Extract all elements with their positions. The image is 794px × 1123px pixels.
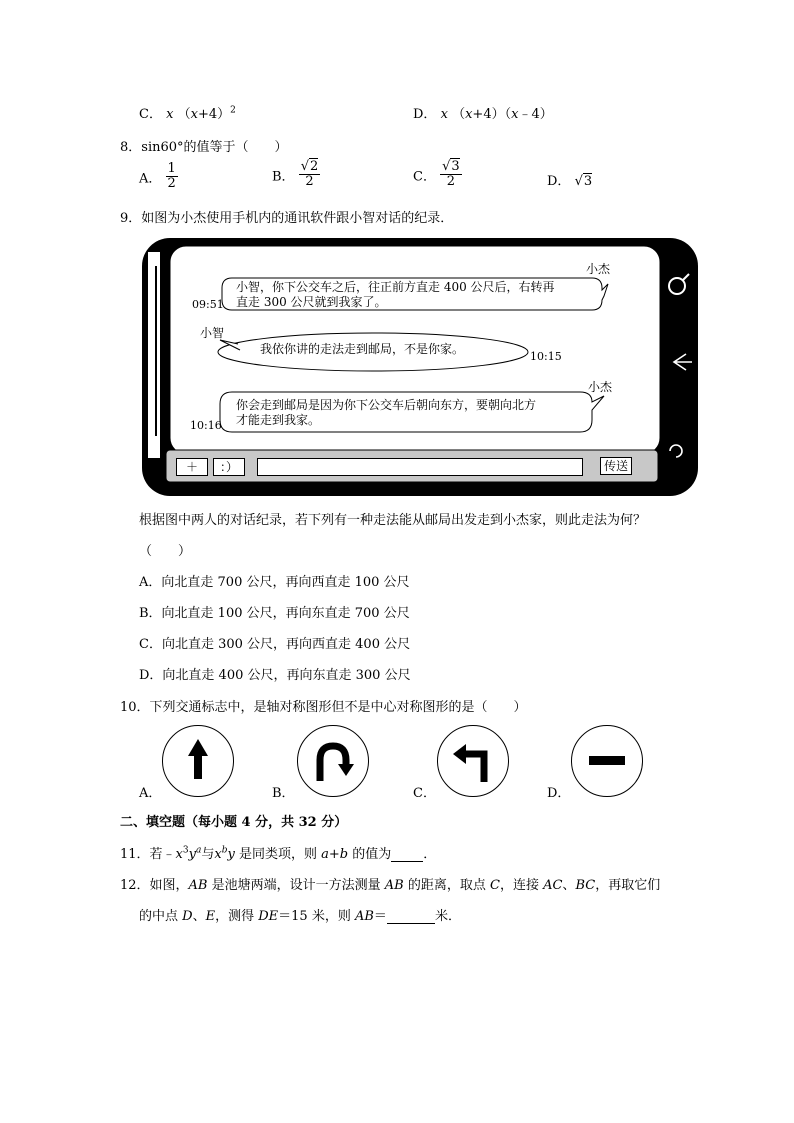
msg1-sender: 小杰 (586, 262, 611, 276)
q8-option-a (139, 162, 178, 192)
denominator: 2 (167, 176, 176, 192)
emoji-button[interactable]: ：） (213, 458, 245, 476)
math-var: x (511, 107, 519, 122)
numerator: 1 (167, 161, 176, 176)
q9-option-b: B．向北直走 100 公尺，再向东直走 700 公尺 (139, 606, 410, 621)
q7-option-d (413, 103, 553, 122)
math-var: AB (354, 909, 374, 924)
fraction (166, 162, 178, 192)
msg3-sender: 小杰 (588, 380, 613, 394)
math-var: y (188, 847, 196, 862)
msg2-time: 10:15 (530, 350, 562, 363)
option-label: D． (413, 107, 437, 122)
denominator: 2 (446, 174, 456, 190)
math-var: AC (543, 878, 563, 893)
q10-label-a: A． (139, 786, 162, 801)
sign-c (437, 725, 509, 797)
q8-option-b (272, 160, 320, 190)
math-var: BC (575, 878, 596, 893)
radicand: 3 (451, 159, 460, 174)
math-var: DE (258, 909, 279, 924)
math-text: ﹣4） (518, 107, 553, 122)
denominator: 2 (305, 174, 314, 190)
q12-text: ＝ (373, 909, 387, 924)
q12-text: 是池塘两端，设计一方法测量 (207, 878, 385, 893)
fraction (440, 160, 462, 190)
q12-line2 (139, 905, 461, 924)
q11-text: 的值为 (348, 847, 392, 862)
q8-stem: 8．sin60°的值等于（ ） (120, 140, 288, 155)
math-var: x (440, 107, 448, 122)
q10-label-c: C． (413, 786, 436, 801)
q12-text: ，再取它们 (595, 878, 661, 893)
option-label: D． (547, 174, 571, 189)
sqrt-icon: √ (300, 159, 309, 174)
q11-text: 是同类项，则 (234, 847, 322, 862)
radicand: 2 (310, 159, 319, 174)
plus-button[interactable]: ＋ (176, 458, 208, 476)
option-label: A． (139, 171, 162, 187)
q12-text: 12．如图， (120, 878, 189, 893)
fraction (299, 160, 321, 190)
q8-option-c (413, 160, 462, 190)
msg2-text: 我依你讲的走法走到邮局，不是你家。 (260, 342, 465, 356)
q9-stem: 9．如图为小杰使用手机内的通讯软件跟小智对话的纪录． (120, 211, 454, 226)
math-text: +4）（ (472, 107, 512, 122)
section-title: 二、填空题（每小题 4 分，共 32 分） (120, 815, 348, 830)
msg1-time: 09:51 (192, 298, 224, 311)
msg3-line: 你会走到邮局是因为你下公交车后朝向东方，要朝向北方 (236, 398, 537, 412)
q12-text: 、 (562, 878, 576, 893)
q11-text: 11．若﹣ (120, 847, 176, 862)
arrow-up-icon (163, 726, 233, 796)
q12-text: ＝15 米，则 (278, 909, 355, 924)
math-var: AB (188, 878, 208, 893)
q10-stem: 10．下列交通标志中，是轴对称图形但不是中心对称图形的是（ ） (120, 700, 527, 715)
q12-text: ，连接 (499, 878, 544, 893)
msg3-text (236, 398, 536, 428)
sign-d (571, 725, 643, 797)
no-entry-bar-icon (572, 726, 642, 796)
msg1-line: 直走 300 公尺就到我家了。 (236, 295, 387, 309)
sign-a (162, 725, 234, 797)
math-var: x (190, 107, 198, 122)
q12-text: 、 (192, 909, 206, 924)
q9-option-a: A．向北直走 700 公尺，再向西直走 100 公尺 (139, 575, 410, 590)
q12-text: 的距离，取点 (403, 878, 490, 893)
math-var: y (227, 847, 235, 862)
option-label: C． (139, 107, 162, 122)
q11-text: 与 (201, 847, 215, 862)
q9-option-d: D．向北直走 400 公尺，再向东直走 300 公尺 (139, 668, 411, 683)
math-text: +4） (197, 107, 231, 122)
sign-b (297, 725, 369, 797)
msg3-line: 才能走到我家。 (236, 413, 321, 427)
q7-option-c (139, 103, 236, 122)
turn-left-icon (438, 726, 508, 796)
math-var: x (214, 847, 222, 862)
u-turn-icon (298, 726, 368, 796)
q12-text: 的中点 (139, 909, 183, 924)
exponent: a (195, 845, 202, 856)
msg1-text (236, 280, 555, 310)
answer-blank[interactable] (387, 909, 435, 924)
math-var: x (166, 107, 174, 122)
exponent: b (221, 845, 228, 856)
q8-option-d (547, 170, 592, 189)
answer-blank[interactable] (391, 847, 423, 862)
radicand: 3 (583, 174, 593, 189)
msg1-line: 小智，你下公交车之后，往正前方直走 400 公尺后，右转再 (236, 280, 555, 294)
msg3-time: 10:16 (190, 419, 222, 432)
option-label: B． (272, 169, 295, 185)
exponent: 3 (182, 845, 189, 856)
q11-text: ． (423, 847, 437, 862)
sqrt-icon: √ (442, 159, 451, 174)
math-var: E (205, 909, 216, 924)
phone-figure (140, 236, 700, 498)
option-label: C． (413, 169, 436, 185)
sqrt-expression (575, 174, 593, 189)
q12-text: ，测得 (215, 909, 259, 924)
q12-line1 (120, 874, 660, 893)
math-expr: a+b (321, 847, 349, 862)
msg2-sender: 小智 (200, 326, 225, 340)
phone-left-strip (148, 252, 160, 458)
q12-text: 米． (434, 909, 461, 924)
math-text: （ (452, 107, 466, 122)
math-text: （ (177, 107, 191, 122)
exponent: 2 (230, 105, 236, 116)
math-var: x (175, 847, 183, 862)
math-var: D (182, 909, 193, 924)
sqrt-icon: √ (574, 174, 583, 189)
math-var: AB (384, 878, 404, 893)
numerator (440, 160, 462, 175)
q10-label-b: B． (272, 786, 295, 801)
q9-question-line2: （ ） (139, 544, 192, 559)
math-var: x (465, 107, 473, 122)
send-button[interactable]: 传送 (600, 457, 632, 475)
q11 (120, 843, 436, 862)
message-input[interactable] (257, 458, 583, 476)
numerator (299, 160, 321, 175)
q10-label-d: D． (547, 786, 571, 801)
q9-question-line1: 根据图中两人的对话纪录，若下列有一种走法能从邮局出发走到小杰家，则此走法为何？ (139, 513, 647, 528)
math-var: C (489, 878, 500, 893)
q9-option-c: C．向北直走 300 公尺，再向西直走 400 公尺 (139, 637, 411, 652)
